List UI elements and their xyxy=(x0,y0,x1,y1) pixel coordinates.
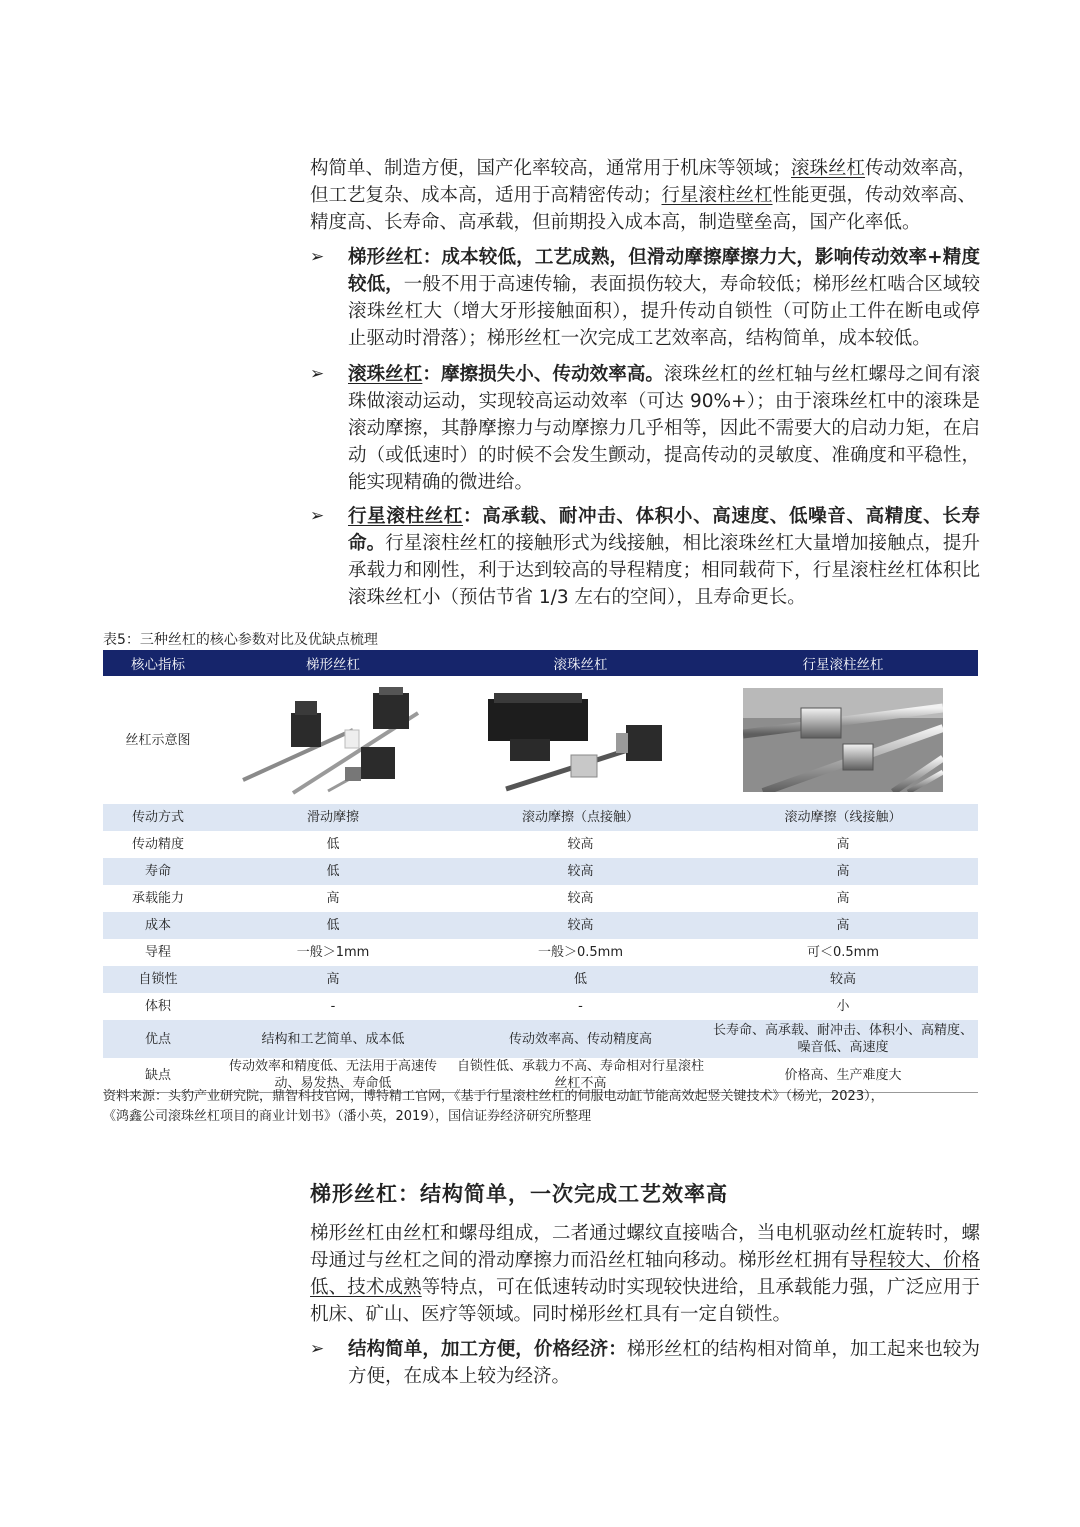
bullet-body: 滚珠丝杠的丝杠轴与丝杠螺母之间有滚珠做滚动运动，实现较高运动效率（可达 90%+）；由于滚珠丝杠中的滚珠是滚动摩擦，其静摩擦力与动摩擦力几乎相等，因此不需要大的启动力矩，在启动（或低速时）的时候不会发生颤动，提高传动的灵敏度、准确度和平稳性，能实现精确的微进给。 xyxy=(348,364,980,493)
table-row xyxy=(103,993,978,1020)
planetary-roller-screw-illustration xyxy=(743,688,943,792)
bullet-body: 梯形丝杠的结构相对简单，加工起来也较为方便，在成本上较为经济。 xyxy=(348,1339,980,1387)
table-header-row xyxy=(103,650,978,676)
table-cell: 低 xyxy=(213,858,453,885)
table-cell: 滚动摩擦（线接触） xyxy=(708,804,978,831)
table-cell: 一般＞1mm xyxy=(296,945,370,960)
row-label: 体积 xyxy=(144,999,171,1014)
table-cell: 低 xyxy=(213,912,453,939)
table-row xyxy=(103,885,978,912)
table-cell: 高 xyxy=(836,891,850,906)
section-heading: 梯形丝杠：结构简单，一次完成工艺效率高 xyxy=(310,1182,728,1206)
table-cell: 较高 xyxy=(453,912,708,939)
table-cell: 高 xyxy=(836,837,850,852)
table-cell: 低 xyxy=(453,966,708,993)
intro-text: 但工艺复杂、成本高，适用于高精密传动； xyxy=(310,185,662,206)
planetary-roller-screw-image xyxy=(708,676,978,804)
header-cell: 梯形丝杠 xyxy=(213,650,453,676)
table-cell: 滑动摩擦 xyxy=(213,804,453,831)
table-cell: 滚动摩擦（点接触） xyxy=(453,804,708,831)
table-cell: 长寿命、高承载、耐冲击、体积小、高精度、噪音低、高速度 xyxy=(708,1020,978,1058)
table-cell: 可＜0.5mm xyxy=(806,945,879,960)
trapezoidal-screw-illustration xyxy=(233,685,433,795)
table-cell: 传动效率高、传动精度高 xyxy=(453,1020,708,1058)
bullet-bold-lead: 梯形丝杠：成本较低，工艺成熟，但滑动摩擦摩擦力大，影响传动效率+精度较低， xyxy=(348,247,980,295)
table-cell: - xyxy=(578,999,583,1014)
row-label: 成本 xyxy=(103,912,213,939)
source-line: 资料来源：头豹产业研究院，鼎智科技官网，博特精工官网，《基于行星滚柱丝杠的伺服电动缸节能高效起竖关键技术》（杨光，2023）， xyxy=(103,1089,884,1104)
intro-text: 构简单、制造方便，国产化率较高，通常用于机床等领域； xyxy=(310,158,792,179)
intro-underlined-term: 行星滚柱丝杠 xyxy=(661,185,773,206)
bullet-structure-simple xyxy=(310,1336,980,1390)
ball-screw-image xyxy=(453,676,708,804)
bullet-arrow-icon: ➢ xyxy=(310,247,325,267)
row-label: 优点 xyxy=(103,1020,213,1058)
source-line: 《鸿鑫公司滚珠丝杠项目的商业计划书》（潘小英，2019），国信证券经济研究所整理 xyxy=(103,1109,592,1124)
bullet-text xyxy=(348,503,980,611)
header-cell: 滚珠丝杠 xyxy=(453,650,708,676)
section-paragraph xyxy=(310,1220,980,1328)
row-label: 传动精度 xyxy=(131,837,184,852)
row-label: 导程 xyxy=(144,945,171,960)
bullet-text xyxy=(348,244,980,352)
header-cell: 行星滚柱丝杠 xyxy=(708,650,978,676)
table-cell: 高 xyxy=(708,858,978,885)
comparison-table xyxy=(103,650,978,1093)
table-row xyxy=(103,676,978,804)
row-label: 寿命 xyxy=(103,858,213,885)
table-row xyxy=(103,858,978,885)
bullet-bold-lead: ：高承载、耐冲击、体积小、高速度、低噪音、高精度、长寿命。 xyxy=(348,506,980,554)
bullet-body: 行星滚柱丝杠的接触形式为线接触，相比滚珠丝杠大量增加接触点，提升承载力和刚性，利于达到较高的导程精度；相同载荷下，行星滚柱丝杠体积比滚珠丝杠小（预估节省 1/3 左右的空间），且寿命更长。 xyxy=(348,533,980,608)
bullet-ball-screw xyxy=(310,361,980,496)
table-row xyxy=(103,831,978,858)
row-label: 承载能力 xyxy=(131,891,184,906)
section-text: 梯形丝杠由丝杠和螺母组成，二者通过螺纹直接啮合，当电机驱动丝杠旋转时，螺母通过与丝杠之间的滑动摩擦力而沿丝杠轴向移动。梯形丝杠拥有 xyxy=(310,1223,980,1271)
table-cell: 较高 xyxy=(567,837,594,852)
bullet-bold-lead: 结构简单，加工方便，价格经济： xyxy=(348,1339,627,1360)
bullet-underlined-term: 行星滚柱丝杠 xyxy=(348,506,464,527)
table-cell: 自锁性低、承载力不高、寿命相对行星滚柱丝杠不高 xyxy=(453,1058,708,1093)
table-cell: 一般＞0.5mm xyxy=(537,945,623,960)
row-label: 自锁性 xyxy=(103,966,213,993)
bullet-trapezoidal xyxy=(310,244,980,352)
bullet-arrow-icon: ➢ xyxy=(310,1339,325,1359)
table-row xyxy=(103,804,978,831)
table-cell: 高 xyxy=(708,912,978,939)
intro-underlined-term: 滚珠丝杠 xyxy=(791,158,866,179)
bullet-bold-lead: ：摩擦损失小、传动效率高。 xyxy=(422,364,665,385)
intro-text: 传动效率高， xyxy=(865,158,977,179)
section-text: 等特点，可在低速转动时实现较快进给，且承载能力强，广泛应用于机床、矿山、医疗等领域。同时梯形丝杠具有一定自锁性。 xyxy=(310,1277,980,1325)
table-cell: 高 xyxy=(326,891,340,906)
bullet-arrow-icon: ➢ xyxy=(310,364,325,384)
table-row xyxy=(103,912,978,939)
intro-text: 性能更强，传动效率高、 xyxy=(772,185,977,206)
bullet-arrow-icon: ➢ xyxy=(310,506,325,526)
table-cell: 传动效率和精度低、无法用于高速传动、易发热、寿命低 xyxy=(213,1058,453,1093)
table-cell: 结构和工艺简单、成本低 xyxy=(213,1020,453,1058)
table-cell: 高 xyxy=(213,966,453,993)
trapezoidal-screw-image xyxy=(213,676,453,804)
table-cell: 较高 xyxy=(567,891,594,906)
bullet-text xyxy=(348,1336,980,1390)
table-cell: 较高 xyxy=(708,966,978,993)
table-row xyxy=(103,1020,978,1058)
bullet-text xyxy=(348,361,980,496)
intro-text: 精度高、长寿命、高承载，但前期投入成本高，制造壁垒高，国产化率低。 xyxy=(310,212,921,233)
row-label: 丝杠示意图 xyxy=(125,732,191,748)
table-cell: - xyxy=(330,999,336,1014)
bullet-planetary-roller xyxy=(310,503,980,611)
table-caption: 表5：三种丝杠的核心参数对比及优缺点梳理 xyxy=(103,632,378,648)
header-cell: 核心指标 xyxy=(103,650,213,676)
table-source-note xyxy=(103,1087,983,1127)
table-cell: 小 xyxy=(836,999,850,1014)
ball-screw-illustration xyxy=(476,685,686,795)
row-label: 传动方式 xyxy=(103,804,213,831)
table-cell: 低 xyxy=(326,837,340,852)
table-cell: 价格高、生产难度大 xyxy=(708,1058,978,1093)
intro-paragraph xyxy=(310,155,980,236)
table-cell: 较高 xyxy=(453,858,708,885)
section-underlined-term: 导程较大、价格低、技术成熟 xyxy=(310,1250,980,1298)
table-row xyxy=(103,939,978,966)
bullet-body: 一般不用于高速传输，表面损伤较大，寿命较低；梯形丝杠啮合区域较滚珠丝杠大（增大牙形接触面积），提升传动自锁性（可防止工件在断电或停止驱动时滑落）；梯形丝杠一次完成工艺效率高，结构简单，成本较低。 xyxy=(348,274,980,349)
bullet-underlined-term: 滚珠丝杠 xyxy=(348,364,423,385)
row-label: 缺点 xyxy=(103,1058,213,1093)
table-row xyxy=(103,966,978,993)
